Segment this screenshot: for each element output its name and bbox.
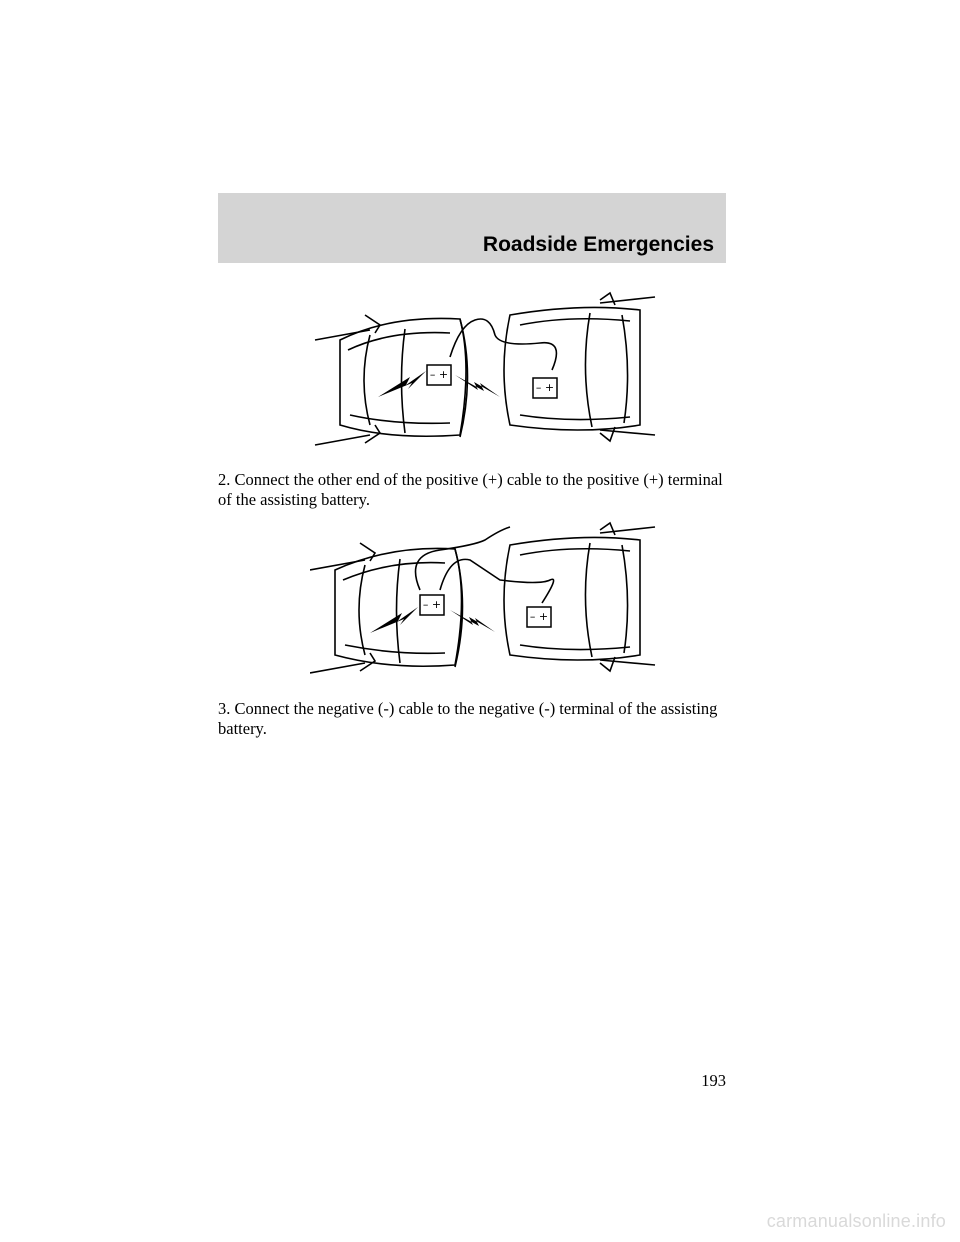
- svg-text:– +: – +: [529, 610, 549, 623]
- jumper-cable-negative: [416, 527, 511, 590]
- section-title: Roadside Emergencies: [482, 233, 714, 256]
- assisting-vehicle-outline: [504, 537, 640, 660]
- battery-icon: [527, 607, 551, 627]
- watermark: carmanualsonline.info: [766, 1211, 946, 1231]
- battery-icon: [427, 365, 451, 385]
- jumper-cable-positive: [440, 559, 554, 603]
- svg-text:– +: – +: [535, 381, 555, 394]
- instruction-step-3: 3. Connect the negative (-) cable to the negative (-) terminal of the assisting battery.: [218, 699, 718, 738]
- battery-icon: [420, 595, 444, 615]
- jump-start-diagram-2: [310, 515, 660, 675]
- jump-start-illustration: [310, 285, 660, 450]
- assisting-vehicle-outline: [504, 307, 640, 430]
- jump-start-illustration: [310, 515, 660, 675]
- spark-icon: [370, 607, 418, 633]
- svg-text:– +: – +: [429, 368, 449, 381]
- section-header-band: [218, 193, 726, 263]
- battery-icon: [533, 378, 557, 398]
- spark-icon: [450, 610, 495, 632]
- svg-text:– +: – +: [422, 598, 442, 611]
- page-number: 193: [701, 1071, 726, 1090]
- jump-start-diagram-1: [310, 285, 660, 450]
- spark-icon: [455, 375, 500, 397]
- instruction-step-2: 2. Connect the other end of the positive (+) cable to the positive (+) terminal of the assisting battery.: [218, 470, 723, 509]
